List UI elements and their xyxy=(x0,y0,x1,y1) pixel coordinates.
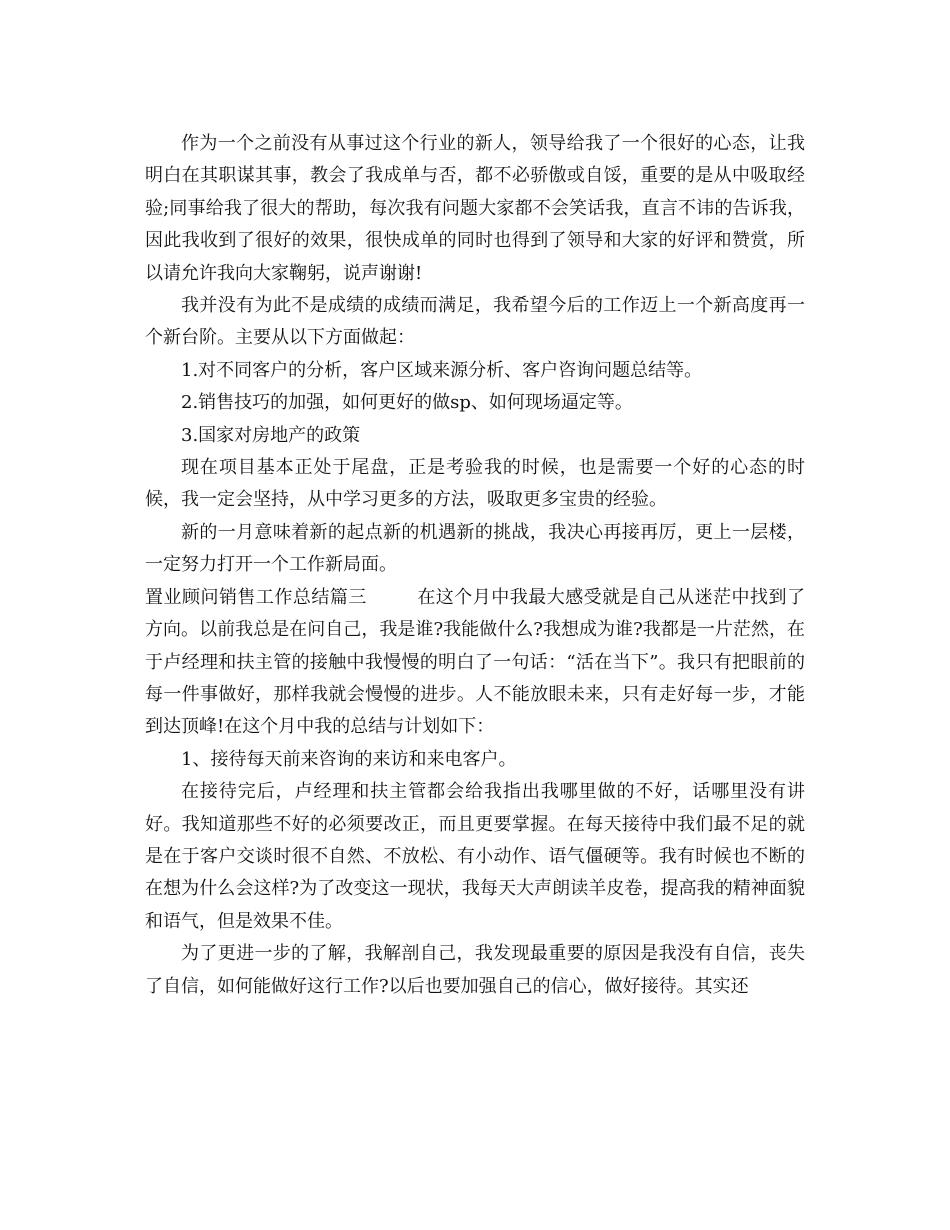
paragraph-gratitude: 作为一个之前没有从事过这个行业的新人，领导给我了一个很好的心态，让我明白在其职谋其事，教会了我成单与否，都不必骄傲或自馁，重要的是从中吸取经验;同事给我了很大的帮助，每次我有问题大家都不会笑话我，直言不讳的告诉我，因此我收到了很好的效果，很快成单的同时也得到了领导和大家的好评和赞赏，所以请允许我向大家鞠躬，说声谢谢! xyxy=(145,133,805,284)
paragraph-new-month: 新的一月意味着新的起点新的机遇新的挑战，我决心再接再厉，更上一层楼，一定努力打开一个工作新局面。 xyxy=(145,521,805,576)
section-heading: 置业顾问销售工作总结篇三 xyxy=(145,586,367,608)
paragraph-project-status: 现在项目基本正处于尾盘，正是考验我的时候，也是需要一个好的心态的时候，我一定会坚持，从中学习更多的方法，吸取更多宝贵的经验。 xyxy=(145,457,805,511)
list-item-customer-analysis: 1.对不同客户的分析，客户区域来源分析、客户咨询问题总结等。 xyxy=(181,359,703,381)
section-lead-text: 在这个月中我最大感受就是自己从迷茫中找到了方向。以前我总是在问自己，我是谁?我能做什么?我想成为谁?我都是一片茫然，在于卢经理和扶主管的接触中我慢慢的明白了一句话：“活在当下”。我只有把眼前的每一件事做好，那样我就会慢慢的进步。人不能放眼未来，只有走好每一步，才能到达顶峰!在这个月中我的总结与计划如下： xyxy=(145,586,806,738)
paragraph-goals-intro: 我并没有为此不是成绩的成绩而满足，我希望今后的工作迈上一个新高度再一个新台阶。主要从以下方面做起： xyxy=(145,295,805,349)
list-item-sales-skills: 2.销售技巧的加强，如何更好的做sp、如何现场逼定等。 xyxy=(181,392,633,414)
paragraph-confidence: 为了更进一步的了解，我解剖自己，我发现最重要的原因是我没有自信，丧失了自信，如何能做好这行工作?以后也要加强自己的信心，做好接待。其实还 xyxy=(145,943,805,997)
section-three-block xyxy=(145,582,805,744)
paragraph-feedback: 在接待完后，卢经理和扶主管都会给我指出我哪里做的不好，话哪里没有讲好。我知道那些不好的必须要改正，而且更要掌握。在每天接待中我们最不足的就是在于客户交谈时很不自然、不放松、有小动作、语气僵硬等。我有时候也不断的在想为什么会这样?为了改变这一现状，我每天大声朗读羊皮卷，提高我的精神面貌和语气，但是效果不佳。 xyxy=(145,781,805,932)
list-item-policy: 3.国家对房地产的政策 xyxy=(181,424,361,446)
list-item-reception: 1、接待每天前来咨询的来访和来电客户。 xyxy=(181,748,517,770)
document-body xyxy=(145,128,805,1003)
